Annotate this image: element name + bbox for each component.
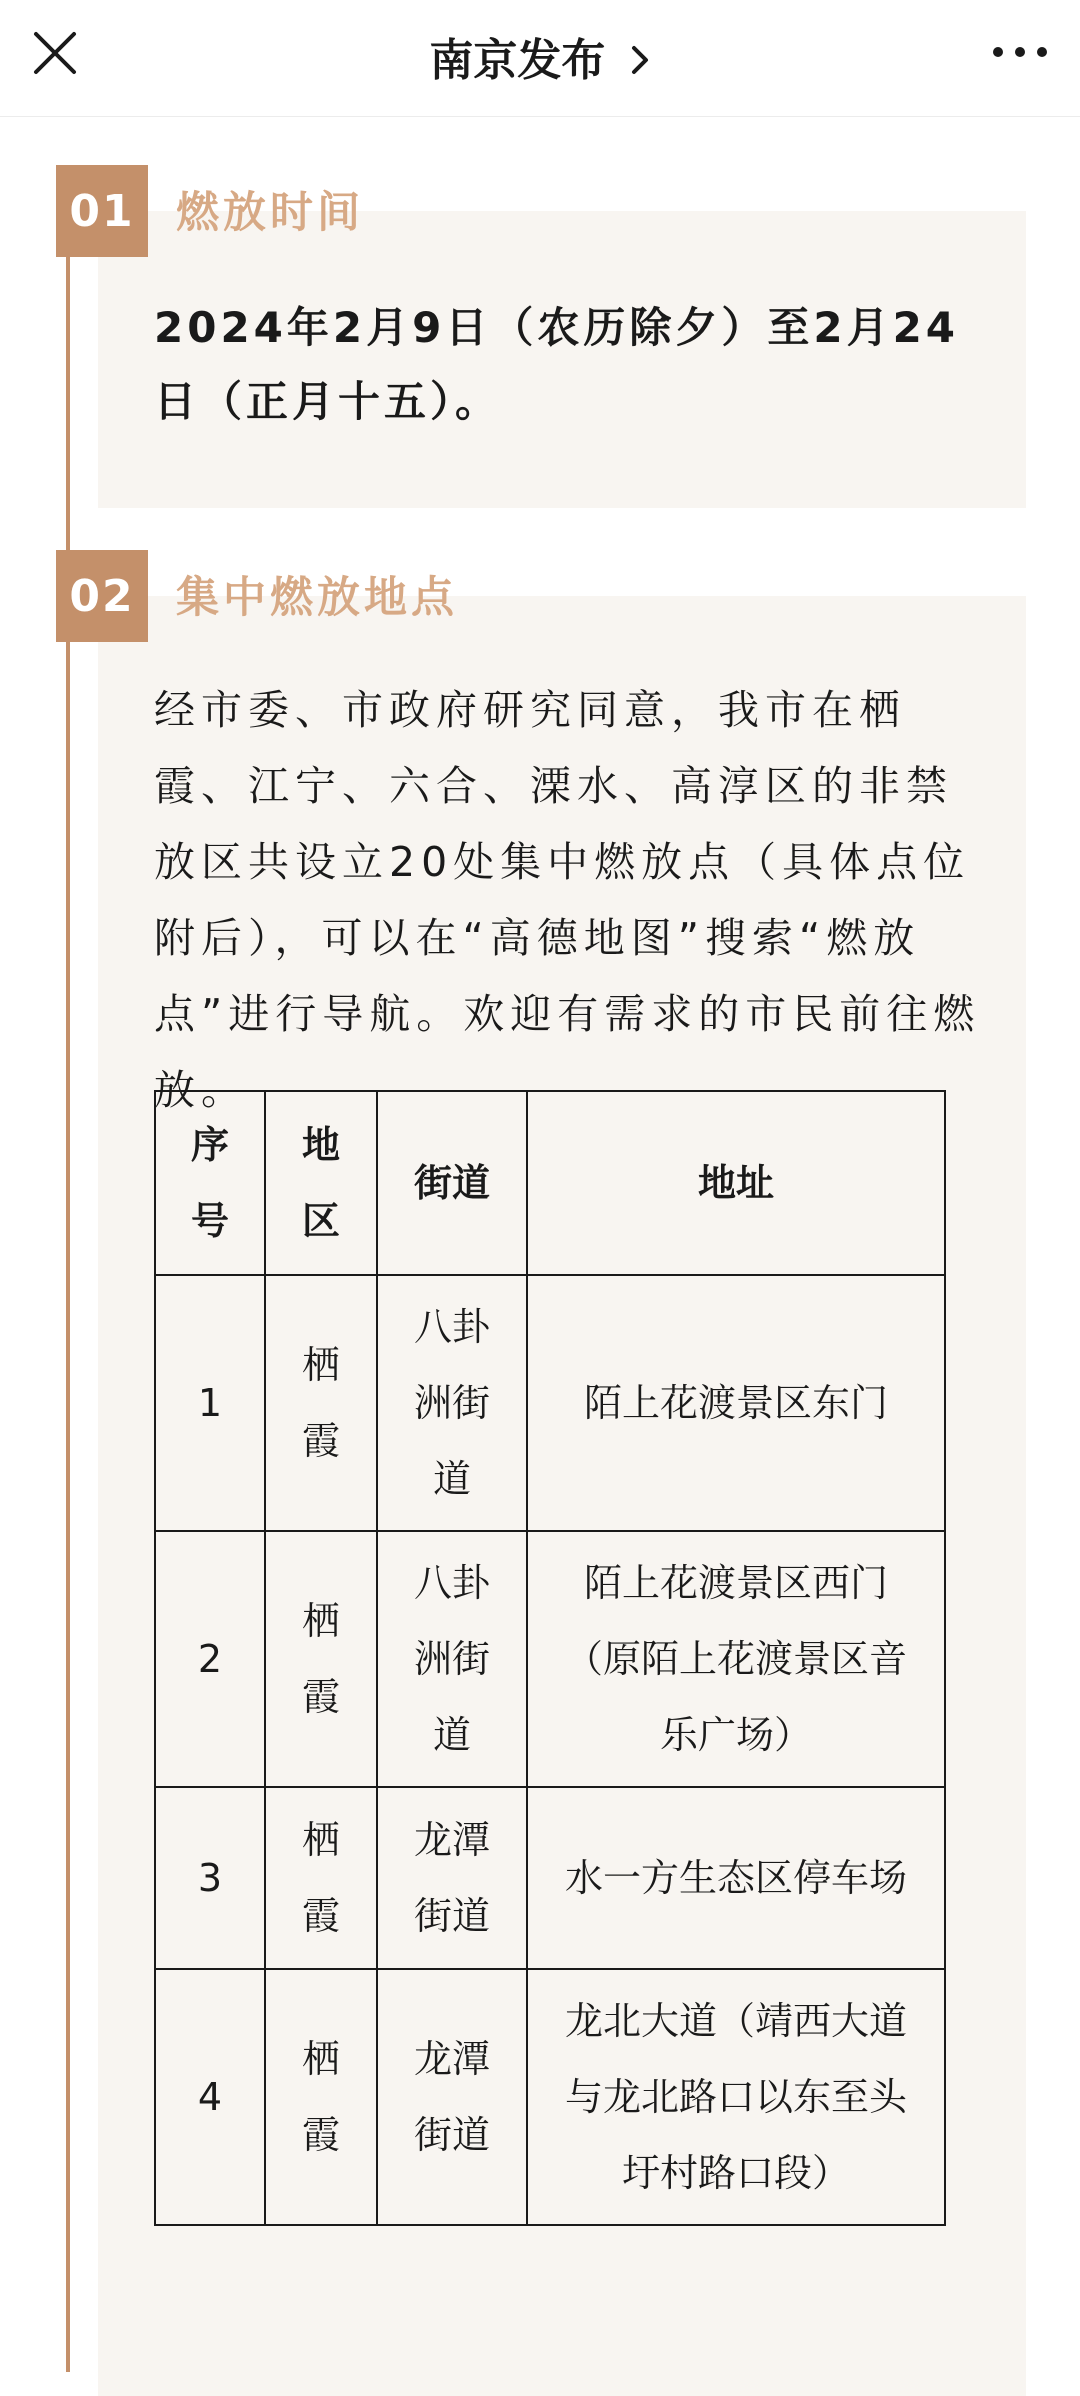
table-header-row bbox=[155, 1091, 945, 1275]
header-region: 地区 bbox=[265, 1091, 377, 1275]
cell-region: 栖霞 bbox=[265, 1531, 377, 1787]
more-options-icon[interactable] bbox=[988, 30, 1052, 74]
cell-street: 龙潭街道 bbox=[377, 1787, 527, 1969]
table-row bbox=[155, 1787, 945, 1969]
cell-address: 陌上花渡景区西门（原陌上花渡景区音乐广场） bbox=[527, 1531, 945, 1787]
cell-no: 1 bbox=[155, 1275, 265, 1531]
header-no: 序号 bbox=[155, 1091, 265, 1275]
table-row bbox=[155, 1969, 945, 2225]
cell-street: 八卦洲街道 bbox=[377, 1275, 527, 1531]
article-content bbox=[0, 117, 1080, 2275]
header-street: 街道 bbox=[377, 1091, 527, 1275]
cell-street: 龙潭街道 bbox=[377, 1969, 527, 2225]
table-row bbox=[155, 1531, 945, 1787]
section-body: 2024年2月9日（农历除夕）至2月24日（正月十五）。 bbox=[154, 303, 960, 426]
cell-region: 栖霞 bbox=[265, 1275, 377, 1531]
cell-address: 陌上花渡景区东门 bbox=[527, 1275, 945, 1531]
section-card bbox=[98, 596, 1026, 2396]
account-title-link[interactable] bbox=[0, 24, 1080, 89]
cell-address: 龙北大道（靖西大道与龙北路口以东至头圩村路口段） bbox=[527, 1969, 945, 2225]
section-card bbox=[98, 211, 1026, 508]
chevron-right-icon bbox=[629, 38, 651, 89]
cell-no: 3 bbox=[155, 1787, 265, 1969]
cell-region: 栖霞 bbox=[265, 1969, 377, 2225]
timeline-line bbox=[66, 172, 70, 2372]
section-title: 集中燃放地点 bbox=[176, 573, 458, 623]
cell-no: 2 bbox=[155, 1531, 265, 1787]
cell-region: 栖霞 bbox=[265, 1787, 377, 1969]
section-title: 燃放时间 bbox=[176, 188, 364, 238]
table-row bbox=[155, 1275, 945, 1531]
cell-address: 水一方生态区停车场 bbox=[527, 1787, 945, 1969]
locations-table bbox=[154, 1090, 946, 2226]
top-bar bbox=[0, 0, 1080, 117]
account-title: 南京发布 bbox=[429, 35, 606, 86]
cell-street: 八卦洲街道 bbox=[377, 1531, 527, 1787]
section-number-badge: 02 bbox=[56, 550, 148, 642]
section-body: 经市委、市政府研究同意，我市在栖霞、江宁、六合、溧水、高淳区的非禁放区共设立20处集中燃放点（具体点位附后），可以在“高德地图”搜索“燃放点”进行导航。欢迎有需求的市民前往燃放。 bbox=[154, 686, 981, 1114]
cell-no: 4 bbox=[155, 1969, 265, 2225]
header-address: 地址 bbox=[527, 1091, 945, 1275]
section-number-badge: 01 bbox=[56, 165, 148, 257]
